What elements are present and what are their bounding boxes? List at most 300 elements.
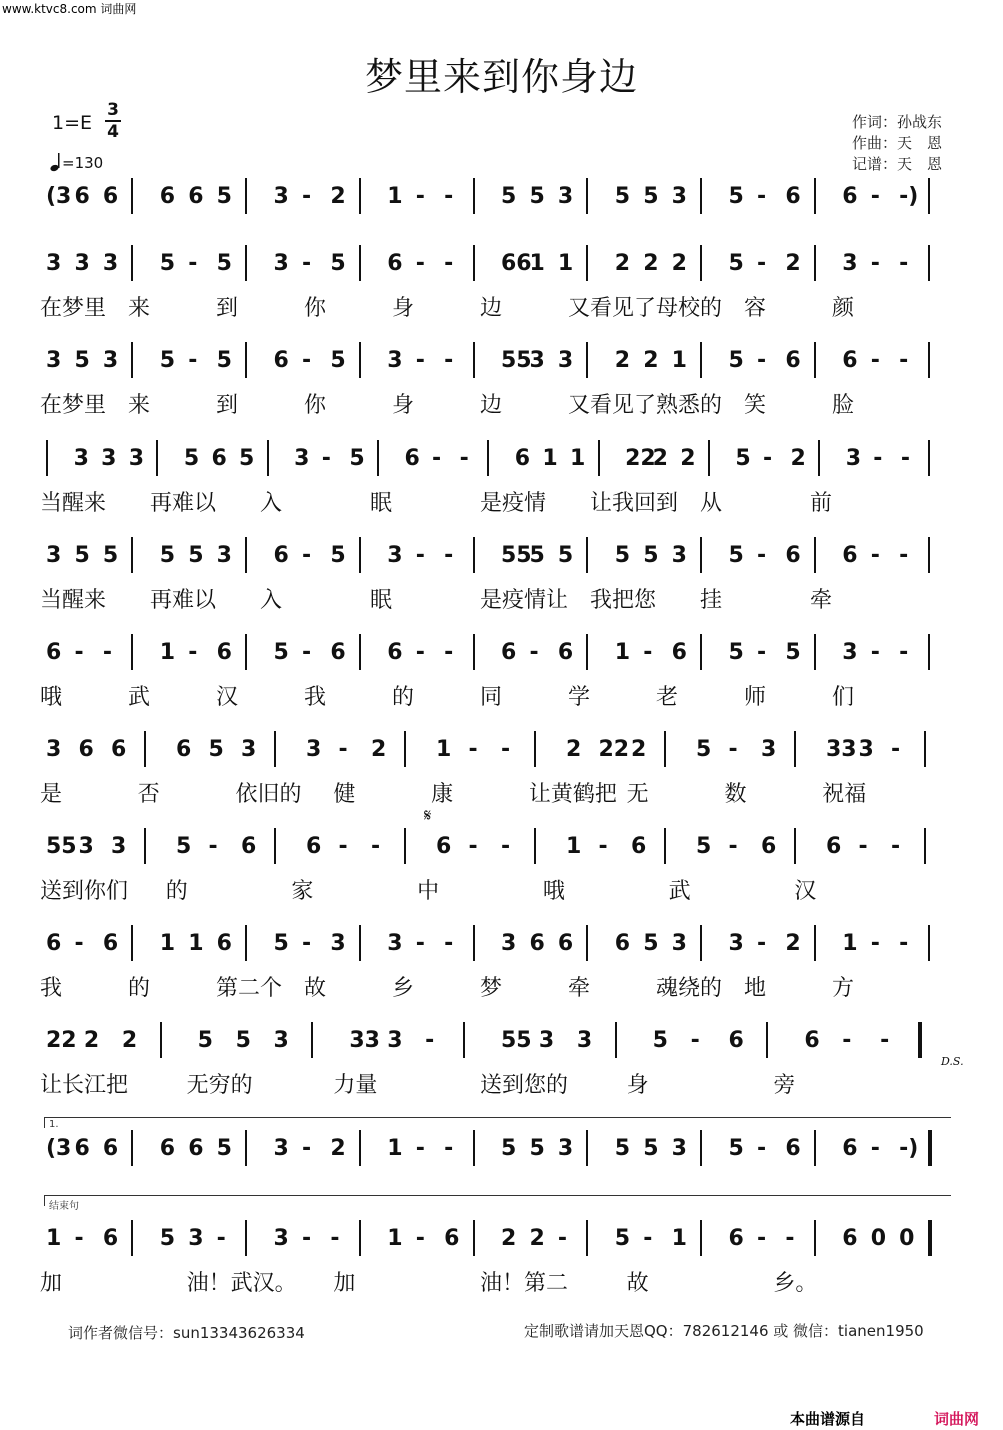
lyric-word: 又看见了 — [568, 393, 657, 418]
barline — [664, 828, 666, 864]
note: 2 — [680, 446, 696, 471]
lyric-word: 油！武汉。 — [186, 1271, 297, 1296]
note: - — [338, 737, 348, 762]
note: 5 — [614, 1136, 631, 1161]
composer: 作曲：天 恩 — [852, 134, 943, 152]
score-row — [40, 178, 960, 238]
barline — [245, 1220, 247, 1256]
lyric-word: 到 — [216, 296, 239, 321]
note: 1 — [542, 446, 558, 471]
ds-mark: D.S. — [941, 1055, 964, 1068]
lyric-word: 又看见了 — [568, 296, 657, 321]
site-header[interactable] — [2, 0, 136, 17]
note: 6 — [842, 1136, 858, 1161]
note: 3 — [728, 931, 744, 956]
segno-mark: 𝄋 — [424, 806, 432, 826]
barline — [131, 1130, 133, 1166]
ending-bracket — [44, 1195, 951, 1206]
lyric-word: 再难以 — [150, 491, 217, 516]
barline — [818, 440, 820, 476]
note: - — [899, 931, 909, 956]
barline — [700, 925, 702, 961]
note: 6 — [842, 348, 858, 373]
note: 2 — [643, 251, 659, 276]
note: - — [444, 184, 454, 209]
lyric-word: 送到你们 — [40, 879, 129, 904]
barline — [708, 440, 710, 476]
note: 22 — [625, 446, 656, 471]
note: 6 — [216, 640, 232, 665]
note: 6 — [211, 446, 227, 471]
note: - — [756, 931, 767, 956]
note: - — [873, 446, 883, 471]
note: 5 — [330, 348, 346, 373]
lyric-word: 让长江把 — [40, 1073, 129, 1098]
note: - — [425, 1028, 435, 1053]
note: 3 — [671, 184, 687, 209]
note: - — [415, 348, 425, 373]
note: - — [690, 1028, 700, 1053]
note: 3 — [306, 737, 322, 762]
note: 6 — [785, 543, 801, 568]
note: 1 — [842, 931, 858, 956]
note: 5 — [529, 184, 545, 209]
lyric-line — [40, 291, 960, 321]
note: 5 — [728, 251, 744, 276]
note: 5 — [216, 1136, 232, 1161]
note: 6 — [102, 1226, 119, 1251]
barline — [144, 828, 146, 864]
note: 5 — [529, 543, 545, 568]
lyric-word: 当醒来 — [40, 588, 107, 613]
barline — [473, 245, 475, 281]
note: - — [598, 834, 608, 859]
note: 5 — [188, 543, 204, 568]
barline — [586, 634, 588, 670]
note: 1 — [614, 640, 631, 665]
lyric-word: 哦 — [40, 685, 63, 710]
note: 5 — [330, 251, 346, 276]
barline — [144, 731, 146, 767]
barline — [586, 925, 588, 961]
lyric-line — [40, 388, 960, 418]
barline — [814, 1220, 816, 1256]
note: - — [301, 251, 312, 276]
note: 6 — [785, 1136, 801, 1161]
lyric-word: 我 — [40, 976, 63, 1001]
note: - — [870, 251, 880, 276]
barline — [359, 1220, 361, 1256]
note: 6 — [728, 1226, 744, 1251]
note: 1 — [387, 1226, 403, 1251]
score-row — [40, 828, 960, 904]
note: - — [415, 543, 425, 568]
lyric-word: 同 — [480, 685, 503, 710]
barline — [156, 440, 158, 476]
lyric-word: 否 — [137, 782, 160, 807]
note: -) — [899, 184, 919, 209]
barline — [359, 245, 361, 281]
note: 6 — [102, 931, 119, 956]
note: - — [415, 1136, 425, 1161]
lyric-word: 是疫情让 — [480, 588, 569, 613]
note: - — [301, 931, 312, 956]
note: - — [762, 446, 773, 471]
lyric-word: 到 — [216, 393, 239, 418]
barline — [928, 925, 930, 961]
note: 6 — [842, 184, 858, 209]
note: - — [756, 251, 767, 276]
note: - — [870, 1136, 880, 1161]
note: - — [321, 446, 331, 471]
note: - — [870, 184, 880, 209]
barline — [586, 245, 588, 281]
note: 3 — [273, 1226, 289, 1251]
barline — [377, 440, 379, 476]
note: - — [330, 1226, 340, 1251]
note: 3 — [102, 348, 119, 373]
barline — [473, 1130, 475, 1166]
barline — [404, 731, 406, 767]
barline — [534, 828, 536, 864]
lyric-word: 身 — [392, 296, 415, 321]
note: - — [756, 640, 767, 665]
note: - — [444, 931, 454, 956]
note: - — [188, 640, 198, 665]
note: - — [188, 348, 198, 373]
note: - — [444, 251, 454, 276]
note: 55 — [501, 348, 532, 373]
score-row — [40, 1130, 960, 1190]
volta-label-1: 1. — [49, 1119, 59, 1130]
volta-bracket-1 — [44, 1117, 951, 1128]
source-logo[interactable]: 词曲网 — [934, 1410, 980, 1428]
lyric-word: 师 — [744, 685, 767, 710]
note: 6 — [631, 834, 647, 859]
barline — [586, 1220, 588, 1256]
note: 2 — [501, 1226, 517, 1251]
note: - — [188, 251, 198, 276]
note: 1 — [159, 640, 176, 665]
note: - — [756, 348, 767, 373]
lyric-word: 来 — [128, 296, 151, 321]
note: 5 — [273, 640, 289, 665]
note: - — [338, 834, 348, 859]
note: 2 — [631, 737, 647, 762]
custom-score-contact: 定制歌谱请加天恩QQ：782612146 或 微信：tianen1950 — [524, 1322, 924, 1340]
note: 2 — [121, 1028, 138, 1053]
note: 3 — [102, 251, 119, 276]
song-title: 梦里来到你身边 — [364, 55, 638, 99]
note: - — [728, 737, 738, 762]
note: 3 — [842, 640, 858, 665]
note: 6 — [842, 543, 858, 568]
note: 3 — [216, 543, 232, 568]
note: 5 — [696, 834, 712, 859]
score-row — [40, 440, 960, 516]
lyric-word: 眠 — [370, 491, 393, 516]
note: -) — [899, 1136, 919, 1161]
note: 5 — [102, 543, 119, 568]
note: 3 — [73, 446, 89, 471]
notation-line — [40, 245, 960, 285]
note: 3 — [46, 251, 62, 276]
note: 5 — [735, 446, 751, 471]
note: 1 — [188, 931, 204, 956]
barline — [359, 925, 361, 961]
note: 6 — [761, 834, 777, 859]
lyric-word: 脸 — [832, 393, 855, 418]
lyric-word: 熟悉的 — [656, 393, 723, 418]
lyric-word: 是疫情 — [480, 491, 547, 516]
note: 3 — [842, 251, 858, 276]
barline — [814, 245, 816, 281]
note: - — [501, 737, 511, 762]
note: 5 — [159, 251, 176, 276]
lyric-word: 前 — [810, 491, 833, 516]
notation-line — [40, 925, 960, 965]
quarter-note-icon — [50, 152, 62, 176]
notation-line — [40, 178, 960, 218]
note: 6 — [387, 640, 403, 665]
note: - — [900, 446, 910, 471]
note: 5 — [176, 834, 192, 859]
note: 6 — [273, 348, 289, 373]
time-bottom: 4 — [107, 122, 119, 142]
note: 6 — [216, 931, 232, 956]
note: - — [74, 1226, 84, 1251]
note: 6 — [671, 640, 687, 665]
note: 2 — [330, 1136, 346, 1161]
barline — [131, 245, 133, 281]
note: 5 — [643, 543, 659, 568]
note: 6 — [728, 1028, 744, 1053]
barline — [700, 178, 702, 214]
note: - — [899, 640, 909, 665]
note: 6 — [159, 1136, 176, 1161]
note: 6 — [330, 640, 346, 665]
note: 6 — [46, 931, 62, 956]
note: 0 — [870, 1226, 886, 1251]
score-row — [40, 925, 960, 1001]
barline — [794, 828, 796, 864]
note: 5 — [216, 184, 232, 209]
lyric-word: 旁 — [773, 1073, 796, 1098]
note: - — [756, 1226, 767, 1251]
note: 6 — [188, 1136, 204, 1161]
note: 5 — [208, 737, 224, 762]
barline — [928, 634, 930, 670]
note: 5 — [728, 184, 744, 209]
note: 2 — [614, 251, 631, 276]
note: 5 — [614, 543, 631, 568]
note: 6 — [826, 834, 842, 859]
barline — [598, 440, 600, 476]
lyric-word: 入 — [260, 588, 283, 613]
note: - — [301, 184, 312, 209]
barline — [267, 440, 269, 476]
note: - — [858, 834, 868, 859]
barline — [700, 245, 702, 281]
lyric-word: 来 — [128, 393, 151, 418]
lyric-word: 们 — [832, 685, 855, 710]
note: 3 — [241, 737, 257, 762]
note: - — [870, 348, 880, 373]
lyric-word: 牵 — [810, 588, 833, 613]
lyric-word: 身 — [392, 393, 415, 418]
site-link[interactable]: www.ktvc8.com 词曲网 — [2, 2, 137, 16]
transcriber: 记谱：天 恩 — [852, 155, 943, 173]
lyric-word: 方 — [832, 976, 855, 1001]
barline — [245, 537, 247, 573]
lyric-word: 数 — [724, 782, 747, 807]
note: - — [459, 446, 469, 471]
note: - — [301, 348, 312, 373]
credits — [852, 112, 942, 175]
lyric-word: 依旧的 — [235, 782, 302, 807]
note: 6 — [404, 446, 420, 471]
barline — [131, 178, 133, 214]
key-signature: 1=E — [52, 112, 93, 134]
note: 3 — [273, 1028, 289, 1053]
lyric-word: 身 — [626, 1073, 649, 1098]
lyric-word: 的 — [392, 685, 415, 710]
lyric-word: 健 — [333, 782, 356, 807]
note: 3 — [576, 1028, 593, 1053]
note: - — [301, 1136, 312, 1161]
note: - — [756, 1136, 767, 1161]
barline — [131, 925, 133, 961]
note: 3 — [188, 1226, 204, 1251]
lyric-word: 故 — [304, 976, 327, 1001]
barline — [463, 1022, 465, 1058]
lyric-word: 再难以 — [150, 588, 217, 613]
note: 6 — [46, 640, 62, 665]
note: 5 — [330, 543, 346, 568]
barline — [814, 537, 816, 573]
lyric-word: 在梦里 — [40, 296, 107, 321]
note: - — [301, 1226, 312, 1251]
note: - — [301, 640, 312, 665]
note: 5 — [728, 348, 744, 373]
barline — [359, 178, 361, 214]
note: - — [785, 1226, 795, 1251]
note: 5 — [216, 251, 232, 276]
barline — [700, 634, 702, 670]
tempo-value: =130 — [62, 154, 104, 172]
barline — [245, 634, 247, 670]
score-row — [40, 245, 960, 321]
note: 3 — [101, 446, 117, 471]
note: 3 — [501, 931, 517, 956]
lyric-word: 让我回到 — [590, 491, 679, 516]
barline — [794, 731, 796, 767]
barline — [928, 1220, 932, 1256]
note: 2 — [790, 446, 806, 471]
note: 2 — [529, 1226, 545, 1251]
notation-line — [40, 1220, 960, 1260]
note: 55 — [501, 1028, 532, 1053]
barline — [274, 828, 276, 864]
barline — [311, 1022, 313, 1058]
score-row — [40, 634, 960, 710]
note: 2 — [785, 251, 801, 276]
note: 3 — [387, 543, 403, 568]
lyric-word: 的 — [165, 879, 188, 904]
note: - — [415, 251, 425, 276]
lyric-word: 乡。 — [773, 1271, 818, 1296]
lyric-word: 学 — [568, 685, 591, 710]
score-row — [40, 731, 960, 807]
note: - — [216, 1226, 226, 1251]
note: 3 — [46, 348, 62, 373]
note: - — [444, 543, 454, 568]
barline — [700, 1220, 702, 1256]
note: 5 — [652, 1028, 668, 1053]
note: 5 — [197, 1028, 213, 1053]
note: - — [728, 834, 738, 859]
lyric-word: 笑 — [744, 393, 767, 418]
lyricist-wechat: 词作者微信号：sun13343626334 — [68, 1324, 305, 1342]
lyric-word: 的 — [128, 976, 151, 1001]
lyric-word: 当醒来 — [40, 491, 107, 516]
lyricist: 作词：孙战东 — [852, 113, 943, 131]
notation-line — [40, 828, 960, 868]
note: - — [415, 931, 425, 956]
note: 3 — [273, 184, 289, 209]
note: 5 — [273, 931, 289, 956]
barline — [615, 1022, 617, 1058]
note: 1 — [557, 251, 574, 276]
barline — [700, 1130, 702, 1166]
lyric-word: 眠 — [370, 588, 393, 613]
note: - — [371, 834, 381, 859]
lyric-word: 颜 — [832, 296, 855, 321]
lyric-word: 在梦里 — [40, 393, 107, 418]
note: - — [899, 251, 909, 276]
note: 6 — [188, 184, 204, 209]
lyric-word: 入 — [260, 491, 283, 516]
lyric-word: 力量 — [333, 1073, 378, 1098]
note: - — [643, 1226, 653, 1251]
lyric-line — [40, 1068, 960, 1098]
note: 5 — [614, 184, 631, 209]
barline — [814, 1130, 816, 1166]
note: 3 — [387, 931, 403, 956]
note: 3 — [671, 1136, 687, 1161]
note: 6 — [804, 1028, 820, 1053]
score-row — [40, 342, 960, 418]
note: 5 — [643, 931, 659, 956]
barline — [473, 178, 475, 214]
note: - — [756, 543, 767, 568]
note: 3 — [330, 931, 346, 956]
ending-label: 结束句 — [49, 1201, 79, 1212]
note: 6 — [74, 1136, 90, 1161]
barline — [487, 440, 489, 476]
note: 2 — [330, 184, 346, 209]
note: 33 — [826, 737, 857, 762]
lyric-word: 故 — [626, 1271, 649, 1296]
note: 1 — [387, 1136, 403, 1161]
note: 5 — [74, 348, 90, 373]
barline — [473, 925, 475, 961]
barline — [473, 634, 475, 670]
note: - — [870, 640, 880, 665]
note: 3 — [529, 348, 545, 373]
barline — [245, 925, 247, 961]
note: 6 — [614, 931, 631, 956]
